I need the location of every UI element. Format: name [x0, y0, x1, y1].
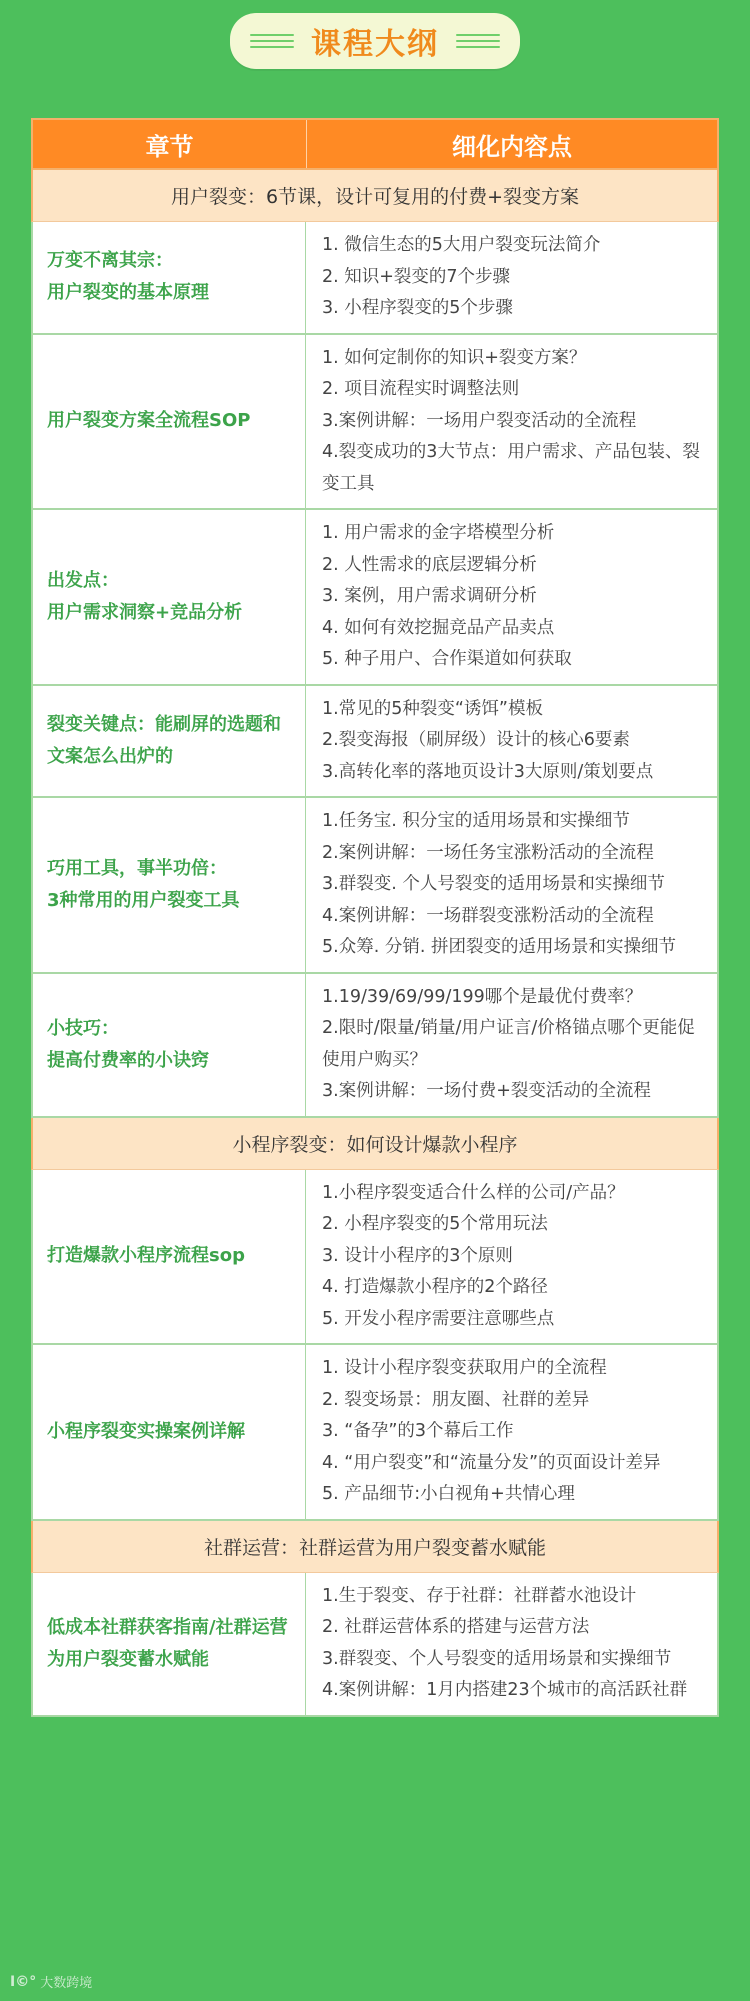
table-row	[31, 686, 719, 799]
content-item: 3. 设计小程序的3个原则	[322, 1245, 513, 1266]
content-item: 4. 打造爆款小程序的2个路径	[322, 1277, 548, 1297]
content-item: 1.任务宝. 积分宝的适用场景和实操细节	[322, 811, 630, 831]
content-item: 1.生于裂变、存于社群：社群蓄水池设计	[322, 1585, 637, 1606]
content-item: 1.小程序裂变适合什么样的公司/产品？	[322, 1182, 625, 1203]
page-title: 课程大纲	[311, 27, 439, 62]
table-row	[31, 798, 719, 974]
content-item: 3. 小程序裂变的5个步骤	[322, 298, 513, 318]
content-cell	[306, 1573, 717, 1715]
chapter-cell	[33, 222, 306, 333]
chapter-cell	[33, 1573, 306, 1715]
content-item: 2. 社群运营体系的搭建与运营方法	[322, 1617, 590, 1637]
content-item: 3.高转化率的落地页设计3大原则/策划要点	[322, 761, 654, 782]
content-cell	[306, 686, 717, 797]
content-item: 3.群裂变. 个人号裂变的适用场景和实操细节	[322, 874, 665, 894]
chapter-title: 小程序裂变实操案例详解	[47, 1420, 245, 1442]
header-content: 细化内容点	[452, 132, 572, 161]
watermark	[10, 1972, 92, 1991]
chapter-cell	[33, 1170, 306, 1344]
table-row	[31, 335, 719, 511]
outline-table	[31, 118, 719, 1717]
content-item: 1.常见的5种裂变“诱饵”模板	[322, 698, 543, 719]
content-cell	[306, 798, 717, 972]
content-item: 3.案例讲解：一场用户裂变活动的全流程	[322, 410, 637, 431]
content-cell	[306, 222, 717, 333]
content-item: 4.案例讲解：1月内搭建23个城市的高活跃社群	[322, 1680, 688, 1700]
chapter-title: 低成本社群获客指南/社群运营为用户裂变蓄水赋能	[47, 1616, 288, 1670]
content-item: 5. 开发小程序需要注意哪些点	[322, 1308, 555, 1329]
table-row	[31, 1345, 719, 1521]
content-cell	[306, 335, 717, 509]
content-item: 4. 如何有效挖掘竞品产品卖点	[322, 617, 555, 638]
section-header: 小程序裂变：如何设计爆款小程序	[31, 1118, 719, 1170]
chapter-title: 裂变关键点：能刷屏的选题和文案怎么出炉的	[47, 713, 281, 767]
content-item: 2.案例讲解：一场任务宝涨粉活动的全流程	[322, 842, 654, 863]
chapter-cell	[33, 335, 306, 509]
content-item: 5.众筹. 分销. 拼团裂变的适用场景和实操细节	[322, 937, 676, 957]
table-row	[31, 510, 719, 686]
chapter-cell	[33, 974, 306, 1116]
table-row	[31, 222, 719, 335]
table-header	[31, 118, 719, 170]
content-item: 2. 项目流程实时调整法则	[322, 379, 520, 399]
watermark-logo: I©°	[10, 1973, 37, 1990]
content-item: 3. “备孕”的3个幕后工作	[322, 1421, 514, 1441]
content-cell	[306, 1170, 717, 1344]
content-item: 4.案例讲解：一场群裂变涨粉活动的全流程	[322, 905, 654, 926]
content-item: 1. 微信生态的5大用户裂变玩法简介	[322, 235, 601, 255]
table-row	[31, 974, 719, 1118]
section-header: 用户裂变：6节课，设计可复用的付费+裂变方案	[31, 170, 719, 222]
table-row	[31, 1573, 719, 1717]
content-cell	[306, 510, 717, 684]
chapter-title: 巧用工具，事半功倍： 3种常用的用户裂变工具	[47, 857, 240, 911]
content-item: 1. 如何定制你的知识+裂变方案？	[322, 347, 587, 368]
table-row	[31, 1170, 719, 1346]
chapter-title: 小技巧： 提高付费率的小诀窍	[47, 1017, 209, 1071]
chapter-cell	[33, 798, 306, 972]
title-pill	[230, 13, 520, 69]
content-item: 2. 小程序裂变的5个常用玩法	[322, 1214, 548, 1234]
content-cell	[306, 1345, 717, 1519]
title-decoration-right	[456, 34, 500, 48]
content-item: 4.裂变成功的3大节点：用户需求、产品包装、裂变工具	[322, 442, 700, 494]
content-item: 3.群裂变、个人号裂变的适用场景和实操细节	[322, 1648, 672, 1669]
chapter-cell	[33, 1345, 306, 1519]
chapter-title: 打造爆款小程序流程sop	[47, 1245, 245, 1267]
watermark-text: 大数跨境	[40, 1976, 93, 1991]
chapter-title: 万变不离其宗： 用户裂变的基本原理	[47, 250, 209, 304]
title-decoration-left	[250, 34, 294, 48]
content-item: 2.裂变海报（刷屏级）设计的核心6要素	[322, 730, 630, 750]
content-item: 1. 用户需求的金字塔模型分析	[322, 523, 555, 543]
content-item: 2.限时/限量/销量/用户证言/价格锚点哪个更能促使用户购买？	[322, 1018, 695, 1070]
content-item: 2. 裂变场景：朋友圈、社群的差异	[322, 1389, 590, 1410]
content-item: 5. 产品细节:小白视角+共情心理	[322, 1484, 575, 1504]
content-item: 2. 人性需求的底层逻辑分析	[322, 554, 537, 575]
content-item: 5. 种子用户、合作渠道如何获取	[322, 649, 572, 669]
chapter-title: 用户裂变方案全流程SOP	[47, 410, 251, 432]
content-cell	[306, 974, 717, 1116]
content-item: 3.案例讲解：一场付费+裂变活动的全流程	[322, 1081, 651, 1101]
chapter-cell	[33, 686, 306, 797]
content-item: 2. 知识+裂变的7个步骤	[322, 266, 511, 287]
chapter-title: 出发点： 用户需求洞察+竞品分析	[47, 569, 243, 623]
title-banner	[0, 0, 750, 82]
table-body	[31, 170, 719, 1717]
content-item: 1. 设计小程序裂变获取用户的全流程	[322, 1358, 607, 1378]
content-item: 4. “用户裂变”和“流量分发”的页面设计差异	[322, 1452, 661, 1473]
content-item: 3. 案例，用户需求调研分析	[322, 586, 537, 606]
section-header: 社群运营：社群运营为用户裂变蓄水赋能	[31, 1521, 719, 1573]
content-item: 1.19/39/69/99/199哪个是最优付费率？	[322, 986, 643, 1007]
chapter-cell	[33, 510, 306, 684]
header-chapter: 章节	[33, 120, 307, 168]
